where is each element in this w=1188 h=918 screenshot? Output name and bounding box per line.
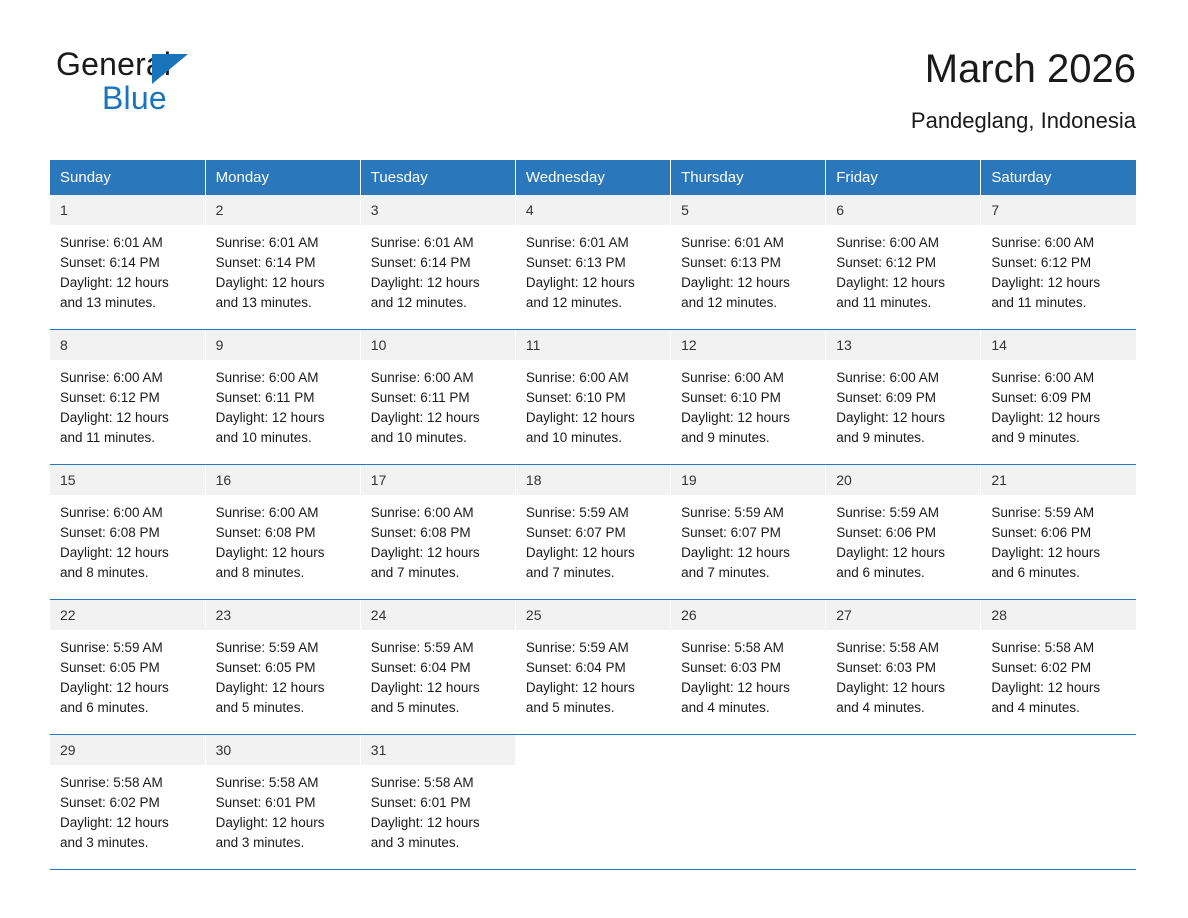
logo-text-general: General [56,46,172,82]
daylight-text-line2: and 8 minutes. [215,565,305,580]
sunrise-text: Sunrise: 5:59 AM [836,505,940,520]
daylight-text-line2: and 11 minutes. [836,295,932,310]
daylight-text-line1: Daylight: 12 hours [991,680,1101,695]
day-number: 26 [671,600,825,630]
day-cell[interactable] [981,330,1136,465]
daylight-text-line2: and 3 minutes. [215,835,305,850]
sunset-text: Sunset: 6:09 PM [991,390,1092,405]
sunset-text: Sunset: 6:08 PM [60,525,160,540]
sunrise-text: Sunrise: 5:58 AM [60,775,163,790]
daylight-text-line1: Daylight: 12 hours [836,545,946,560]
day-cell[interactable] [515,600,670,735]
sunrise-text: Sunrise: 6:00 AM [525,370,629,385]
day-details [826,630,980,728]
daylight-text-line1: Daylight: 12 hours [215,680,325,695]
sunset-text: Sunset: 6:12 PM [60,390,160,405]
daylight-text-line1: Daylight: 12 hours [60,545,169,560]
day-cell[interactable] [671,600,826,735]
calendar-week-row [50,195,1136,330]
daylight-text-line2: and 4 minutes. [991,700,1080,715]
daylight-text-line2: and 6 minutes. [991,565,1080,580]
day-number: 2 [206,195,360,225]
day-number: 9 [206,330,360,360]
day-details [516,495,670,593]
day-details [671,630,825,728]
sunrise-text: Sunrise: 5:58 AM [836,640,940,655]
sunset-text: Sunset: 6:05 PM [60,660,160,675]
day-cell[interactable] [205,330,360,465]
day-details [50,225,205,323]
day-cell[interactable] [50,195,205,330]
sunset-text: Sunset: 6:09 PM [836,390,937,405]
sunrise-text: Sunrise: 6:00 AM [991,370,1095,385]
day-cell[interactable] [205,195,360,330]
daylight-text-line2: and 6 minutes. [836,565,925,580]
empty-day-cell [826,735,981,870]
day-details [981,225,1136,323]
day-cell[interactable] [360,195,515,330]
sunrise-text: Sunrise: 6:01 AM [215,235,319,250]
daylight-text-line1: Daylight: 12 hours [525,410,635,425]
day-cell[interactable] [826,465,981,600]
sunset-text: Sunset: 6:08 PM [215,525,316,540]
sunset-text: Sunset: 6:12 PM [991,255,1092,270]
daylight-text-line1: Daylight: 12 hours [215,545,325,560]
daylight-text-line1: Daylight: 12 hours [370,815,480,830]
sunset-text: Sunset: 6:04 PM [370,660,471,675]
day-details [826,225,980,323]
day-cell[interactable] [515,330,670,465]
sunset-text: Sunset: 6:11 PM [370,390,470,405]
day-number: 28 [981,600,1136,630]
day-details [50,765,205,863]
daylight-text-line2: and 7 minutes. [370,565,460,580]
daylight-text-line1: Daylight: 12 hours [681,545,790,560]
day-cell[interactable] [205,465,360,600]
day-number: 27 [826,600,980,630]
daylight-text-line2: and 10 minutes. [215,430,312,445]
day-details [361,630,515,728]
day-number: 19 [671,465,825,495]
day-number: 5 [671,195,825,225]
day-details [50,495,205,593]
sunset-text: Sunset: 6:13 PM [525,255,626,270]
day-number: 23 [206,600,360,630]
sunrise-text: Sunrise: 5:59 AM [681,505,784,520]
daylight-text-line2: and 7 minutes. [525,565,615,580]
day-number: 17 [361,465,515,495]
day-details [206,630,360,728]
sunrise-text: Sunrise: 6:00 AM [60,370,163,385]
daylight-text-line1: Daylight: 12 hours [215,410,325,425]
daylight-text-line1: Daylight: 12 hours [525,545,635,560]
daylight-text-line2: and 12 minutes. [525,295,622,310]
sunset-text: Sunset: 6:12 PM [836,255,937,270]
day-details [50,630,205,728]
day-cell[interactable] [515,195,670,330]
daylight-text-line1: Daylight: 12 hours [836,410,946,425]
sunrise-text: Sunrise: 5:59 AM [370,640,474,655]
day-cell[interactable] [50,465,205,600]
daylight-text-line2: and 9 minutes. [681,430,770,445]
sunrise-text: Sunrise: 5:58 AM [991,640,1095,655]
day-number: 4 [516,195,670,225]
sunrise-text: Sunrise: 6:01 AM [60,235,163,250]
day-cell[interactable] [50,600,205,735]
day-details [981,630,1136,728]
sunset-text: Sunset: 6:04 PM [525,660,626,675]
sunrise-text: Sunrise: 5:59 AM [60,640,163,655]
daylight-text-line2: and 9 minutes. [836,430,925,445]
sunset-text: Sunset: 6:06 PM [836,525,937,540]
day-details [516,360,670,458]
daylight-text-line1: Daylight: 12 hours [836,275,946,290]
day-details [206,225,360,323]
empty-day-cell [981,735,1136,870]
sunrise-text: Sunrise: 5:58 AM [681,640,784,655]
day-details [361,360,515,458]
day-details [361,225,515,323]
sunset-text: Sunset: 6:03 PM [836,660,937,675]
sunrise-text: Sunrise: 5:59 AM [215,640,319,655]
weekday-header-tuesday: Tuesday [360,160,515,195]
location-subtitle: Pandeglang, Indonesia [910,108,1136,133]
day-details [826,495,980,593]
daylight-text-line2: and 5 minutes. [215,700,305,715]
daylight-text-line2: and 6 minutes. [60,700,149,715]
day-details [671,495,825,593]
daylight-text-line1: Daylight: 12 hours [60,680,169,695]
day-details [206,495,360,593]
day-number: 24 [361,600,515,630]
sunrise-text: Sunrise: 6:00 AM [681,370,784,385]
sunrise-text: Sunrise: 6:01 AM [525,235,629,250]
sunrise-text: Sunrise: 6:00 AM [836,370,940,385]
day-details [516,225,670,323]
daylight-text-line1: Daylight: 12 hours [370,545,480,560]
day-number: 15 [50,465,205,495]
sunrise-text: Sunrise: 6:00 AM [215,370,319,385]
day-number: 25 [516,600,670,630]
day-cell[interactable] [360,465,515,600]
daylight-text-line2: and 9 minutes. [991,430,1080,445]
day-cell[interactable] [50,735,205,870]
day-cell[interactable] [671,195,826,330]
day-cell[interactable] [981,600,1136,735]
sunrise-text: Sunrise: 6:00 AM [836,235,940,250]
calendar-header-row [50,160,1136,195]
day-number: 1 [50,195,205,225]
page-title: March 2026 [924,47,1136,91]
daylight-text-line1: Daylight: 12 hours [60,275,169,290]
day-details [671,225,825,323]
day-cell[interactable] [981,465,1136,600]
day-cell[interactable] [205,600,360,735]
daylight-text-line1: Daylight: 12 hours [525,680,635,695]
daylight-text-line1: Daylight: 12 hours [370,275,480,290]
daylight-text-line2: and 11 minutes. [60,430,156,445]
day-number: 6 [826,195,980,225]
sunset-text: Sunset: 6:10 PM [681,390,781,405]
weekday-header-thursday: Thursday [671,160,826,195]
daylight-text-line2: and 13 minutes. [215,295,312,310]
daylight-text-line2: and 10 minutes. [370,430,467,445]
sunset-text: Sunset: 6:10 PM [525,390,626,405]
day-cell[interactable] [360,735,515,870]
day-number: 21 [981,465,1136,495]
sunrise-text: Sunrise: 6:00 AM [215,505,319,520]
weekday-header-monday: Monday [205,160,360,195]
day-number: 18 [516,465,670,495]
day-details [206,360,360,458]
sunset-text: Sunset: 6:01 PM [215,795,316,810]
sunset-text: Sunset: 6:14 PM [215,255,316,270]
calendar-week-row [50,465,1136,600]
daylight-text-line1: Daylight: 12 hours [60,410,169,425]
day-details [671,360,825,458]
calendar-body [50,195,1136,870]
sunrise-text: Sunrise: 6:00 AM [60,505,163,520]
daylight-text-line1: Daylight: 12 hours [215,275,325,290]
sunset-text: Sunset: 6:07 PM [525,525,626,540]
daylight-text-line2: and 11 minutes. [991,295,1087,310]
day-details [361,495,515,593]
daylight-text-line1: Daylight: 12 hours [681,680,790,695]
daylight-text-line1: Daylight: 12 hours [991,410,1101,425]
day-number: 13 [826,330,980,360]
daylight-text-line2: and 4 minutes. [681,700,770,715]
weekday-header-saturday: Saturday [981,160,1136,195]
day-cell[interactable] [671,465,826,600]
day-cell[interactable] [826,195,981,330]
sunset-text: Sunset: 6:14 PM [60,255,160,270]
day-number: 16 [206,465,360,495]
day-number: 29 [50,735,205,765]
day-number: 20 [826,465,980,495]
daylight-text-line2: and 12 minutes. [370,295,467,310]
logo-triangle-icon [152,54,188,84]
day-number: 3 [361,195,515,225]
daylight-text-line2: and 3 minutes. [60,835,149,850]
day-number: 8 [50,330,205,360]
daylight-text-line1: Daylight: 12 hours [681,275,790,290]
day-details [206,765,360,863]
daylight-text-line2: and 7 minutes. [681,565,770,580]
day-cell[interactable] [671,330,826,465]
day-cell[interactable] [981,195,1136,330]
logo-generalblue [56,48,171,114]
day-number: 14 [981,330,1136,360]
daylight-text-line2: and 10 minutes. [525,430,622,445]
day-details [361,765,515,863]
calendar-week-row [50,600,1136,735]
day-number: 10 [361,330,515,360]
daylight-text-line2: and 13 minutes. [60,295,157,310]
sunrise-text: Sunrise: 5:59 AM [525,505,629,520]
day-cell[interactable] [360,600,515,735]
daylight-text-line2: and 5 minutes. [370,700,460,715]
day-cell[interactable] [205,735,360,870]
sunset-text: Sunset: 6:02 PM [60,795,160,810]
daylight-text-line2: and 5 minutes. [525,700,615,715]
day-cell[interactable] [515,465,670,600]
daylight-text-line2: and 3 minutes. [370,835,460,850]
logo-text-blue: Blue [102,80,167,116]
daylight-text-line1: Daylight: 12 hours [681,410,790,425]
sunset-text: Sunset: 6:08 PM [370,525,471,540]
empty-day-cell [515,735,670,870]
day-number: 22 [50,600,205,630]
calendar-week-row [50,330,1136,465]
sunrise-text: Sunrise: 6:01 AM [681,235,784,250]
daylight-text-line1: Daylight: 12 hours [215,815,325,830]
daylight-text-line2: and 12 minutes. [681,295,778,310]
sunset-text: Sunset: 6:06 PM [991,525,1092,540]
weekday-header-wednesday: Wednesday [515,160,670,195]
day-details [981,495,1136,593]
sunrise-text: Sunrise: 6:00 AM [991,235,1095,250]
day-cell[interactable] [50,330,205,465]
daylight-text-line1: Daylight: 12 hours [370,410,480,425]
day-number: 31 [361,735,515,765]
sunset-text: Sunset: 6:13 PM [681,255,781,270]
sunset-text: Sunset: 6:14 PM [370,255,471,270]
day-number: 12 [671,330,825,360]
sunrise-sunset-calendar [50,160,1136,870]
day-cell[interactable] [826,600,981,735]
day-details [826,360,980,458]
day-number: 30 [206,735,360,765]
daylight-text-line1: Daylight: 12 hours [525,275,635,290]
sunrise-text: Sunrise: 5:59 AM [991,505,1095,520]
daylight-text-line1: Daylight: 12 hours [60,815,169,830]
day-details [516,630,670,728]
sunset-text: Sunset: 6:05 PM [215,660,316,675]
day-details [981,360,1136,458]
daylight-text-line2: and 4 minutes. [836,700,925,715]
daylight-text-line1: Daylight: 12 hours [370,680,480,695]
day-details [50,360,205,458]
day-number: 7 [981,195,1136,225]
sunset-text: Sunset: 6:07 PM [681,525,781,540]
day-cell[interactable] [826,330,981,465]
sunset-text: Sunset: 6:11 PM [215,390,315,405]
sunrise-text: Sunrise: 6:00 AM [370,370,474,385]
sunset-text: Sunset: 6:03 PM [681,660,781,675]
daylight-text-line1: Daylight: 12 hours [991,275,1101,290]
daylight-text-line1: Daylight: 12 hours [836,680,946,695]
calendar-week-row [50,735,1136,870]
day-number: 11 [516,330,670,360]
sunrise-text: Sunrise: 6:01 AM [370,235,474,250]
page-header [0,0,1188,134]
empty-day-cell [671,735,826,870]
daylight-text-line2: and 8 minutes. [60,565,149,580]
sunrise-text: Sunrise: 5:59 AM [525,640,629,655]
sunset-text: Sunset: 6:01 PM [370,795,471,810]
sunset-text: Sunset: 6:02 PM [991,660,1092,675]
sunrise-text: Sunrise: 5:58 AM [370,775,474,790]
weekday-header-sunday: Sunday [50,160,205,195]
day-cell[interactable] [360,330,515,465]
sunrise-text: Sunrise: 6:00 AM [370,505,474,520]
daylight-text-line1: Daylight: 12 hours [991,545,1101,560]
sunrise-text: Sunrise: 5:58 AM [215,775,319,790]
title-block [911,48,1136,134]
weekday-header-friday: Friday [826,160,981,195]
